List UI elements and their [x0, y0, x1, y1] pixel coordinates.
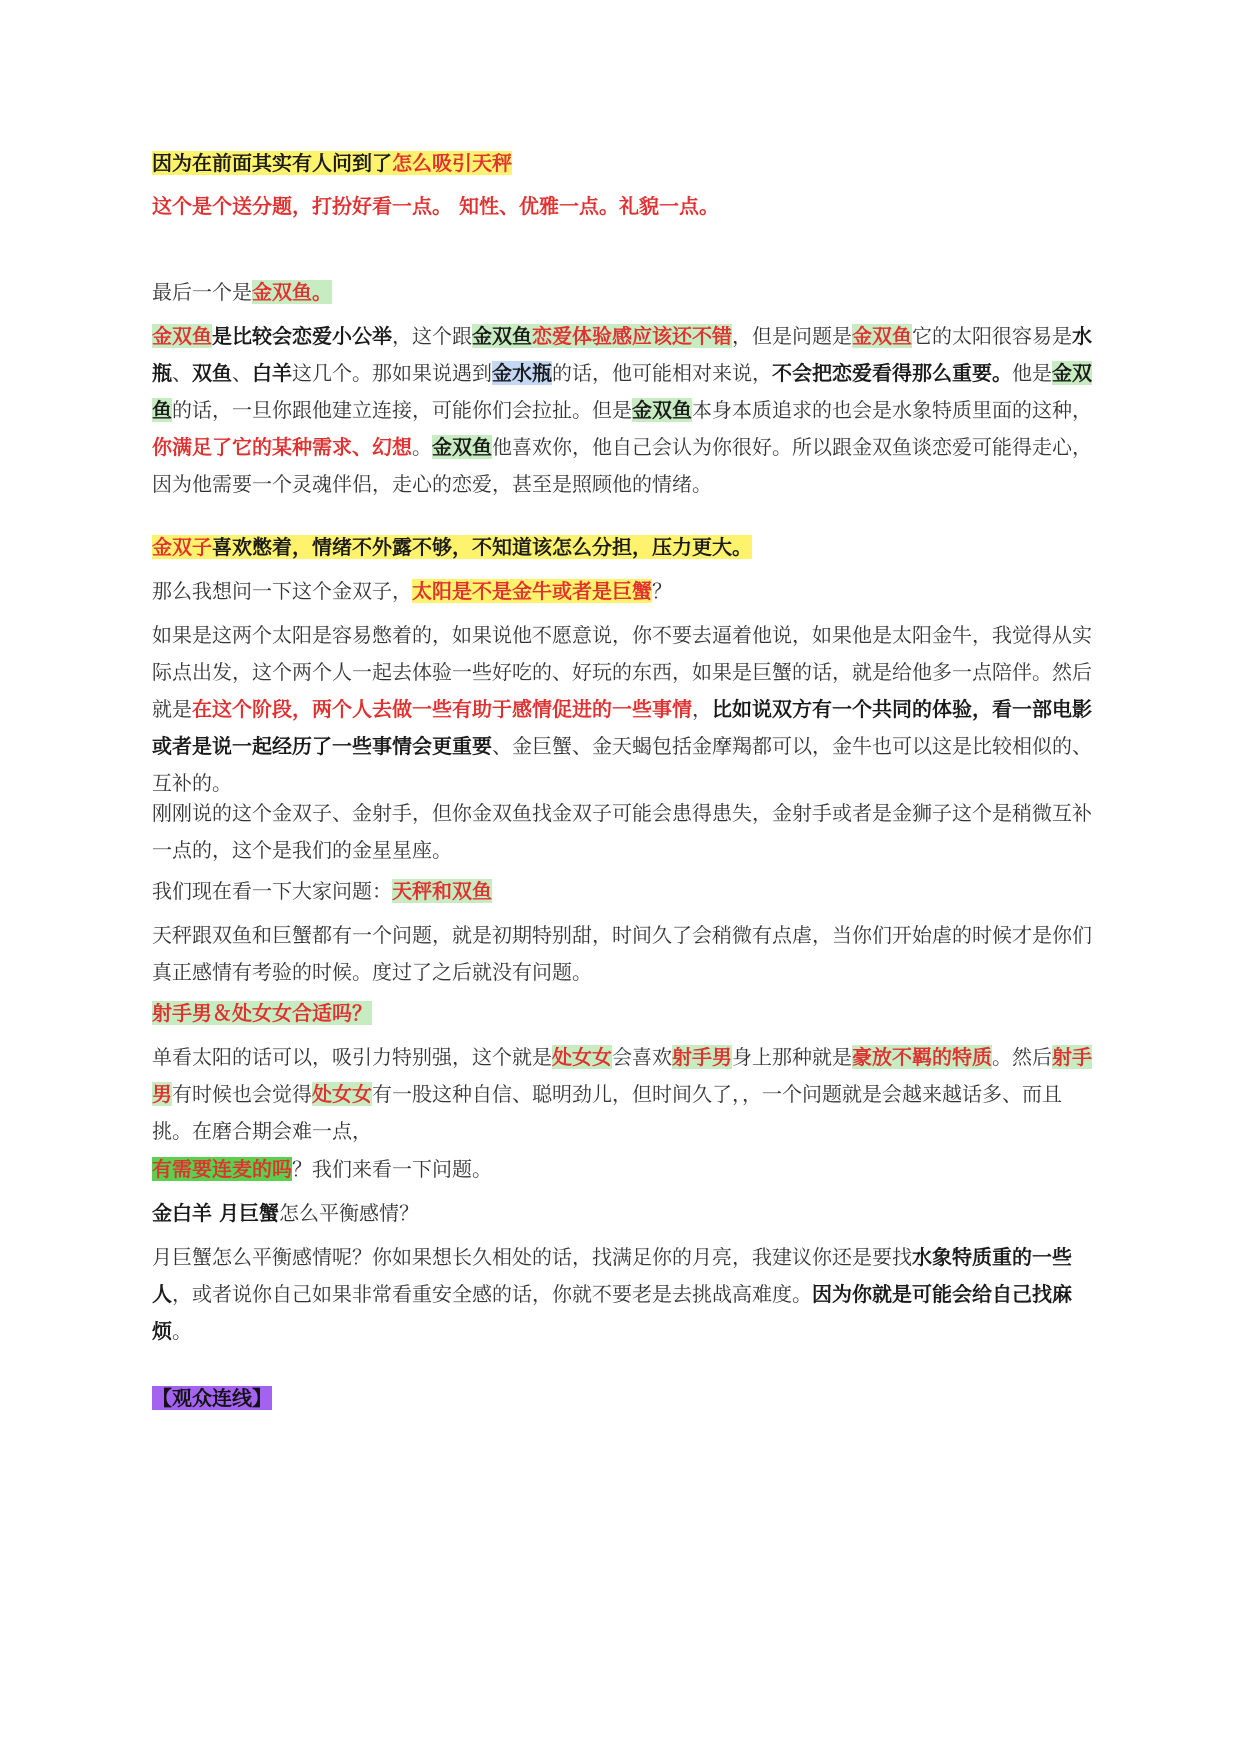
text-run: ？ [652, 579, 672, 603]
text-run: 月巨蟹怎么平衡感情呢？你如果想长久相处的话，找满足你的月亮，我建议你还是要找 [152, 1245, 912, 1269]
text-run: 他是 [1012, 361, 1052, 385]
text-run: 因为你就是可能会给自己找麻烦 [152, 1282, 1072, 1343]
text-run: 他喜欢你，他自己会认为你很好。所以跟金双鱼谈恋爱可能得走心，因为他需要一个灵魂伴侣，走心的恋爱，甚至是照顾他的情绪。 [152, 435, 1092, 496]
text-run: 金双子 [152, 535, 212, 559]
text-run: 你满足了它的某种需求、幻想 [152, 435, 412, 459]
text-run: 。 [172, 1319, 192, 1343]
text-run: 天秤跟双鱼和巨蟹都有一个问题，就是初期特别甜，时间久了会稍微有点虐，当你们开始虐的时候才是你们真正感情有考验的时候。度过了之后就没有问题。 [152, 923, 1092, 984]
text-run: 本身本质追求的也会是水象特质里面的这种， [692, 398, 1092, 422]
text-run: 水象特质重的一些人 [152, 1245, 1072, 1306]
paragraph-aries-cancer-question [152, 1195, 1092, 1232]
text-run: 单看太阳的话可以，吸引力特别强，这个就是 [152, 1045, 552, 1069]
text-run: 怎么平衡感情？ [278, 1201, 419, 1225]
text-run: 在这个阶段，两个人去做一些有助于感情促进的一些事情 [192, 697, 692, 721]
text-run: 水瓶 [152, 324, 1092, 385]
text-run: 金双鱼 [152, 324, 212, 348]
text-run: 豪放不羁的特质 [852, 1045, 992, 1069]
text-run: 金双鱼。 [252, 280, 332, 304]
text-run: 不会把恋爱看得那么重要。 [772, 361, 1012, 385]
text-run: 金双鱼 [472, 324, 532, 348]
text-run: 有一股这种自信、聪明劲儿，但时间久了，，一个问题就是会越来越话多、而且挑。在磨合期会难一点， [152, 1082, 1062, 1143]
text-run: 的话，他可能相对来说， [552, 361, 772, 385]
paragraph-gemini-question [152, 573, 1092, 610]
text-run: 身上那种就是 [732, 1045, 852, 1069]
text-run: 最后一个是 [152, 280, 252, 304]
text-run: 因为在前面其实有人问到了 [152, 151, 392, 175]
paragraph-libra-pisces-heading [152, 873, 1092, 910]
text-run: ，但是问题是 [732, 324, 852, 348]
text-run: 这个是个送分题，打扮好看一点。 知性、优雅一点。礼貌一点。 [152, 194, 719, 218]
text-run: 有时候也会觉得 [172, 1082, 312, 1106]
text-run: 处女女 [312, 1082, 372, 1106]
text-run: 这几个。那如果说遇到 [292, 361, 492, 385]
text-run: 。 [412, 435, 432, 459]
text-run: 。然后 [992, 1045, 1052, 1069]
paragraph-answer-libra [152, 188, 1092, 225]
text-run: 会喜欢 [612, 1045, 672, 1069]
text-run: 金双鱼 [852, 324, 912, 348]
text-run: 白羊 [252, 361, 292, 385]
text-run: 比如说双方有一个共同的体验，看一部电影或者是说一起经历了一些事情会更重要 [152, 697, 1092, 758]
text-run: 是比较会恋爱小公举 [212, 324, 392, 348]
paragraph-sag-virgo [152, 1039, 1092, 1150]
text-run: 、金巨蟹、金天蝎包括金摩羯都可以，金牛也可以这是比较相似的、互补的。 [152, 734, 1092, 795]
text-run: 、 [172, 361, 192, 385]
paragraph-venus-gemini [152, 529, 1092, 566]
text-run: 射手男 [152, 1045, 1092, 1106]
text-run: 太阳是不是金牛或者是巨蟹 [412, 579, 652, 603]
text-run: ， [692, 697, 712, 721]
text-run: 的话，一旦你跟他建立连接，可能你们会拉扯。但是 [172, 398, 632, 422]
text-run: 射手男 [672, 1045, 732, 1069]
text-run: 金水瓶 [492, 361, 552, 385]
paragraph-venus-pisces [152, 318, 1092, 503]
text-run: 如果是这两个太阳是容易憋着的，如果说他不愿意说，你不要去逼着他说，如果他是太阳金牛，我觉得从实际点出发，这个两个人一起去体验一些好吃的、好玩的东西，如果是巨蟹的话，就是给他多一点陪伴。然后就是 [152, 623, 1092, 721]
text-run: 它的太阳很容易是 [912, 324, 1072, 348]
paragraph-call-in [152, 1151, 1092, 1188]
text-run: 刚刚说的这个金双子、金射手，但你金双鱼找金双子可能会患得患失，金射手或者是金狮子这个是稍微互补一点的，这个是我们的金星星座。 [152, 801, 1092, 862]
text-run: 金白羊 月巨蟹 [152, 1201, 279, 1225]
paragraph-audience-link [152, 1380, 1092, 1417]
text-run: 金双鱼 [152, 361, 1092, 422]
text-run: 恋爱体验感应该还不错 [532, 324, 732, 348]
text-run: 【观众连线】 [152, 1386, 272, 1410]
text-run: 喜欢憋着，情绪不外露不够，不知道该怎么分担，压力更大。 [212, 535, 752, 559]
paragraph-sun-signs [152, 617, 1092, 802]
text-run: 、 [232, 361, 252, 385]
text-run: 天秤和双鱼 [392, 879, 492, 903]
text-run: 双鱼 [192, 361, 232, 385]
paragraph-sag-virgo-heading [152, 995, 1092, 1032]
text-run: 射手男＆处女女合适吗？ [152, 1001, 372, 1025]
text-run: ，这个跟 [392, 324, 472, 348]
paragraph-libra-pisces [152, 917, 1092, 991]
text-run: 金双鱼 [432, 435, 492, 459]
text-run: ，或者说你自己如果非常看重安全感的话，你就不要老是去挑战高难度。 [172, 1282, 812, 1306]
paragraph-moon-cancer [152, 1239, 1092, 1350]
text-run: 有需要连麦的吗 [152, 1157, 292, 1181]
text-run: 怎么吸引天秤 [392, 151, 512, 175]
paragraph-intro-question [152, 145, 1092, 182]
text-run: 那么我想问一下这个金双子， [152, 579, 412, 603]
text-run: ？我们来看一下问题。 [292, 1157, 492, 1181]
paragraph-complement [152, 795, 1092, 869]
text-run: 我们现在看一下大家问题： [152, 879, 392, 903]
text-run: 处女女 [552, 1045, 612, 1069]
paragraph-last-pisces [152, 274, 1092, 311]
text-run: 金双鱼 [632, 398, 692, 422]
